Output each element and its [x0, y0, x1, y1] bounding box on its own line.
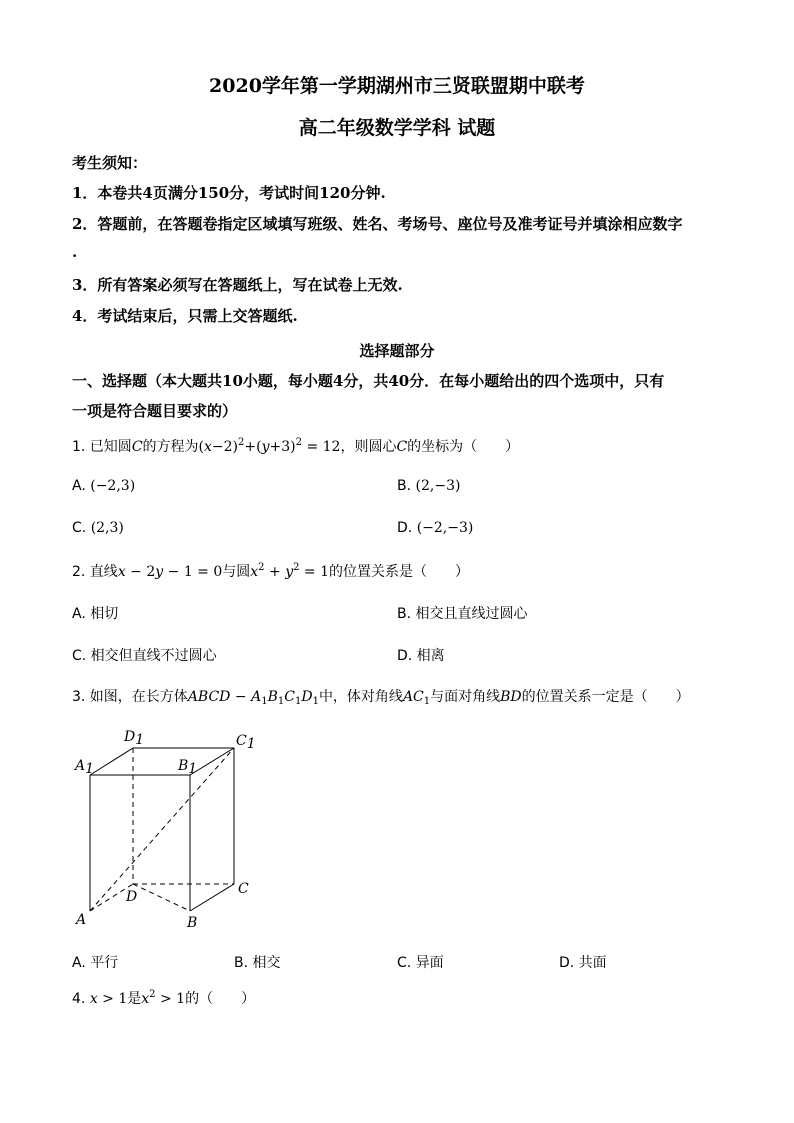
section-instruction: 一、选择题（本大题共10小题，每小题4分，共40分．在每小题给出的四个选项中，只有: [72, 372, 665, 390]
label-c: C: [238, 881, 249, 897]
q3-option-b: B. 相交: [234, 955, 281, 971]
label-b: B: [187, 915, 198, 931]
label-d1: D1: [124, 729, 145, 748]
notice-heading: 考生须知：: [72, 154, 148, 172]
q3-option-a: A. 平行: [72, 955, 119, 971]
exam-subtitle: 高二年级数学学科 试题: [298, 117, 496, 139]
notice-item-2-continued: .: [72, 243, 78, 261]
question-1: 1. 已知圆C的方程为$(x-2)^2+(y+3)^2 = 12$，则圆心C的坐标为（ ）: [72, 437, 520, 455]
q1-option-c: C. (2,3): [72, 520, 124, 536]
circle-equation: $(x-2)^2+(y+3)^2 = 12$: [198, 437, 341, 455]
exam-title: 2020学年第一学期湖州市三贤联盟期中联考: [209, 75, 585, 97]
q3-option-c: C. 异面: [397, 955, 444, 971]
q1-option-a: A. (−2,3): [72, 478, 136, 494]
label-a1: A1: [75, 758, 95, 777]
label-b1: B1: [178, 758, 198, 777]
notice-item-4: 4．考试结束后，只需上交答题纸.: [72, 307, 298, 325]
q2-option-a: A. 相切: [72, 606, 119, 622]
question-2: 2. 直线x − 2y − 1 = 0与圆$x^2 + y^2 = 1$的位置关系是（ ）: [72, 562, 470, 580]
label-a: A: [76, 912, 87, 928]
diagonal-ac1: [90, 748, 234, 911]
notice-item-2: 2．答题前，在答题卷指定区域填写班级、姓名、考场号、座位号及准考证号并填涂相应数字: [72, 215, 683, 233]
edge-bc: [190, 884, 234, 911]
solid-name: ABCD − $A_1B_1C_1D_1$: [187, 689, 319, 707]
notice-item-1: 1．本卷共4页满分150分，考试时间120分钟.: [72, 184, 386, 202]
notice-item-3: 3．所有答案必须写在答题纸上，写在试卷上无效.: [72, 276, 403, 294]
q2-option-b: B. 相交且直线过圆心: [397, 606, 528, 622]
q2-option-d: D. 相离: [397, 648, 445, 664]
q1-option-d: D. (−2,−3): [397, 520, 474, 536]
section-instruction-continued: 一项是符合题目要求的）: [72, 402, 238, 420]
label-d: D: [126, 889, 138, 905]
cuboid-figure: [70, 725, 260, 935]
section-name: 选择题部分: [359, 342, 435, 360]
diagonal-bd: [133, 884, 190, 911]
q3-option-d: D. 共面: [559, 955, 607, 971]
question-4: 4. x > 1是$x^2 > 1$的（ ）: [72, 989, 256, 1007]
q1-option-b: B. (2,−3): [397, 478, 461, 494]
edge-a1d1: [90, 748, 133, 775]
question-3: 3. 如图，在长方体ABCD − $A_1B_1C_1D_1$中，体对角线$AC_1$与面对角线BD的位置关系一定是（ ）: [72, 689, 690, 707]
q2-option-c: C. 相交但直线不过圆心: [72, 648, 217, 664]
line-equation: x − 2y − 1 = 0: [117, 564, 223, 580]
unit-circle-equation: $x^2 + y^2 = 1$: [250, 562, 330, 580]
label-c1: C1: [236, 733, 256, 752]
